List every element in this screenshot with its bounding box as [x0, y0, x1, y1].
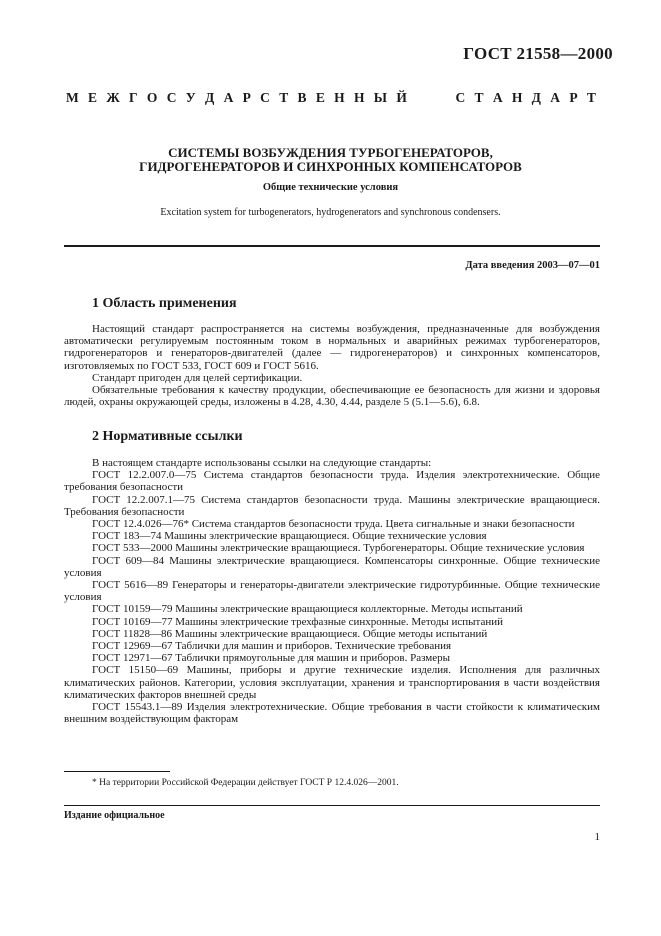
banner-letter: А	[223, 90, 234, 105]
banner-letter: Й	[396, 90, 407, 105]
banner-letter: Е	[88, 90, 98, 105]
introduction-date: Дата введения 2003—07—01	[465, 260, 600, 271]
banner-letter: Д	[531, 90, 541, 105]
references-list	[64, 457, 600, 725]
paragraph: Стандарт пригоден для целей сертификации.	[92, 371, 303, 384]
reference-item: ГОСТ 10169—77 Машины электрические трехфазные синхронные. Методы испытаний	[92, 615, 503, 628]
reference-item: ГОСТ 12969—67 Таблички для машин и приборов. Технические требования	[92, 640, 452, 653]
banner-letter: С	[260, 90, 270, 105]
banner-letter: С	[166, 90, 177, 105]
references-intro: В настоящем стандарте использованы ссылки на следующие стандарты:	[92, 457, 432, 469]
banner-letter: Ж	[106, 90, 120, 105]
page-number: 1	[594, 831, 600, 843]
banner-letter: С	[455, 90, 466, 105]
header-divider	[64, 245, 600, 247]
banner-letter: Ы	[373, 90, 388, 105]
reference-item: ГОСТ 12971—67 Таблички прямоугольные для машин и приборов. Размеры	[92, 652, 451, 665]
reference-item: ГОСТ 15150—69 Машины, приборы и другие технические изделия. Исполнения для различных климатических районов. Категории, условия эксплуатации, хранения и транспортирования в части воздействия климатических факторов внешней среды	[64, 664, 600, 701]
interstate-standard-banner	[66, 90, 596, 106]
banner-letter: В	[297, 90, 307, 105]
section-2-heading: 2 Нормативные ссылки	[92, 429, 243, 444]
footer-divider	[64, 805, 600, 806]
banner-gap	[416, 90, 446, 106]
banner-letter: Д	[204, 90, 215, 105]
banner-letter: Н	[511, 90, 523, 105]
paragraph: Настоящий стандарт распространяется на системы возбуждения, предназначенные для возбуждения автоматически регулируемым постоянным током в нормальных и аварийных режимах турбогенераторов, гидрогенераторов и генераторов-двигателей (далее — гидрогенераторов) и синхронных компенсаторов, изготовляемых по ГОСТ 533, ГОСТ 609 и ГОСТ 5616.	[64, 323, 600, 372]
banner-letter: Т	[279, 90, 289, 105]
edition-label: Издание официальное	[64, 810, 165, 821]
title-line-1: СИСТЕМЫ ВОЗБУЖДЕНИЯ ТУРБОГЕНЕРАТОРОВ,	[168, 145, 493, 160]
banner-letter: А	[492, 90, 503, 105]
footnote-divider	[64, 771, 170, 772]
banner-letter: О	[146, 90, 158, 105]
document-title	[0, 146, 661, 174]
banner-letter: Т	[474, 90, 484, 105]
banner-letter: Т	[586, 90, 596, 105]
banner-letter: Р	[242, 90, 251, 105]
reference-item: ГОСТ 609—84 Машины электрические вращающиеся. Компенсаторы синхронные. Общие технические условия	[64, 554, 600, 579]
reference-item: ГОСТ 15543.1—89 Изделия электротехнические. Общие требования в части стойкости к климатическим внешним воздействующим факторам	[64, 701, 600, 726]
paragraph: Обязательные требования к качеству продукции, обеспечивающие ее безопасность для жизни и здоровья людей, охраны окружающей среды, изложены в 4.28, 4.30, 4.44, разделе 5 (5.1—5.6), 6.8.	[64, 384, 600, 409]
banner-letter: Н	[353, 90, 365, 105]
document-number: ГОСТ 21558—2000	[463, 44, 613, 63]
footnote: * На территории Российской Федерации действует ГОСТ Р 12.4.026—2001.	[92, 778, 399, 788]
section-1-body	[64, 323, 600, 408]
reference-item: ГОСТ 12.4.026—76* Система стандартов безопасности труда. Цвета сигнальные и знаки безопасности	[92, 518, 575, 531]
reference-item: ГОСТ 11828—86 Машины электрические вращающиеся. Общие методы испытаний	[92, 627, 488, 640]
banner-letter: Г	[129, 90, 138, 105]
english-title: Excitation system for turbogenerators, hydrogenerators and synchronous condensers.	[160, 207, 501, 218]
reference-item: ГОСТ 5616—89 Генераторы и генераторы-двигатели электрические гидротурбинные. Общие технические условия	[64, 579, 600, 604]
banner-letter: У	[185, 90, 196, 105]
banner-letter: Р	[569, 90, 578, 105]
reference-item: ГОСТ 12.2.007.0—75 Система стандартов безопасности труда. Изделия электротехнические. Общие требования безопасности	[64, 469, 600, 494]
reference-item: ГОСТ 12.2.007.1—75 Система стандартов безопасности труда. Машины электрические вращающиеся. Требования безопасности	[64, 493, 600, 518]
reference-item: ГОСТ 533—2000 Машины электрические вращающиеся. Турбогенераторы. Общие технические условия	[92, 542, 585, 555]
banner-letter: М	[66, 90, 79, 105]
document-subtitle: Общие технические условия	[262, 182, 399, 193]
section-1-heading: 1 Область применения	[92, 296, 237, 311]
title-line-2: ГИДРОГЕНЕРАТОРОВ И СИНХРОННЫХ КОМПЕНСАТОРОВ	[139, 159, 522, 174]
reference-item: ГОСТ 183—74 Машины электрические вращающиеся. Общие технические условия	[92, 530, 487, 543]
reference-item: ГОСТ 10159—79 Машины электрические вращающиеся коллекторные. Методы испытаний	[92, 603, 523, 616]
banner-letter: А	[550, 90, 561, 105]
banner-letter: Н	[334, 90, 345, 105]
banner-letter: Е	[315, 90, 325, 105]
